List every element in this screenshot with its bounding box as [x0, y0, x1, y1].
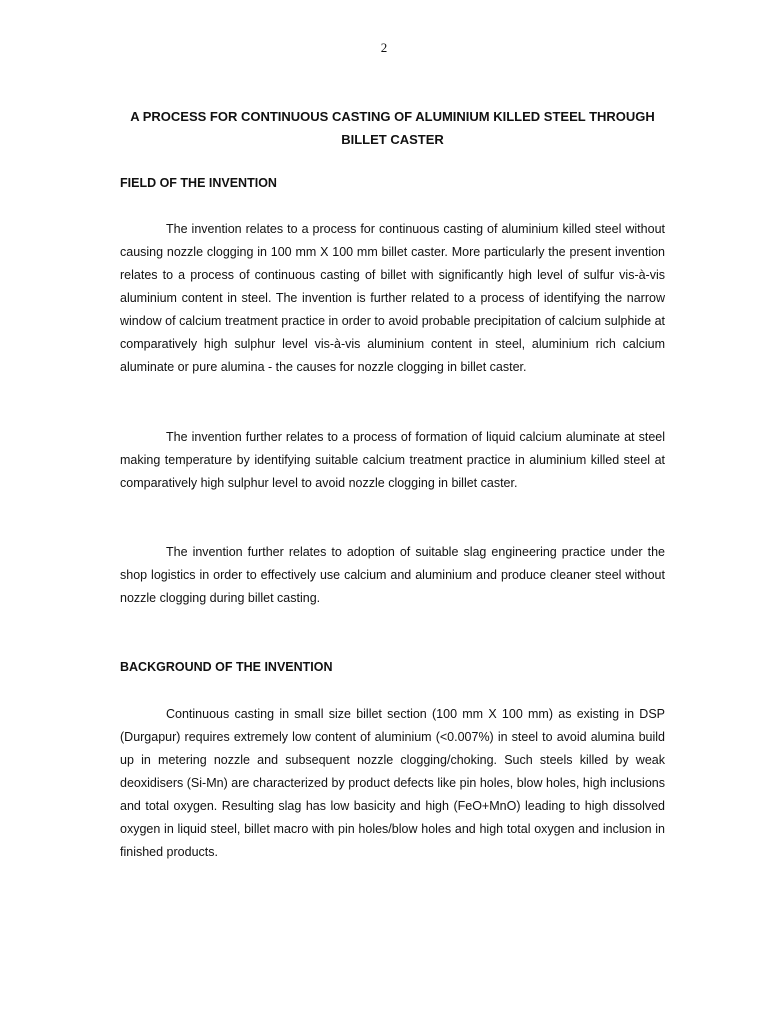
field-paragraph-1: The invention relates to a process for continuous casting of aluminium killed steel without causing nozzle clogging in 100 mm X 100 mm billet caster. More particularly the present invention relates to a process of continuous casting of billet with significantly high level of sulfur vis-à-vis aluminium content in steel. The invention is further related to a process of identifying the narrow window of calcium treatment practice in order to avoid probable precipitation of calcium sulphide at comparatively high sulphur level vis-à-vis aluminium content in steel, aluminium rich calcium aluminate or pure alumina - the causes for nozzle clogging in billet caster.: [120, 222, 665, 374]
background-heading: BACKGROUND OF THE INVENTION: [120, 660, 333, 674]
field-heading: FIELD OF THE INVENTION: [120, 176, 277, 190]
background-paragraph-1: Continuous casting in small size billet section (100 mm X 100 mm) as existing in DSP (Durgapur) requires extremely low content of aluminium (<0.007%) in steel to avoid alumina build up in metering nozzle and subsequent nozzle clogging/choking. Such steels killed by weak deoxidisers (Si-Mn) are characterized by product defects like pin holes, blow holes, high inclusions and total oxygen. Resulting slag has low basicity and high (FeO+MnO) leading to high dissolved oxygen in liquid steel, billet macro with pin holes/blow holes and high total oxygen and inclusion in finished products.: [120, 707, 665, 859]
document-title: A PROCESS FOR CONTINUOUS CASTING OF ALUMINIUM KILLED STEEL THROUGH BILLET CASTER: [130, 109, 655, 147]
page-number: 2: [380, 40, 388, 55]
field-paragraph-3: The invention further relates to adoption of suitable slag engineering practice under the shop logistics in order to effectively use calcium and aluminium and produce cleaner steel without nozzle clogging during billet casting.: [120, 545, 665, 605]
field-paragraph-2: The invention further relates to a process of formation of liquid calcium aluminate at steel making temperature by identifying suitable calcium treatment practice in aluminium killed steel at comparatively high sulphur level to avoid nozzle clogging in billet caster.: [120, 430, 665, 490]
